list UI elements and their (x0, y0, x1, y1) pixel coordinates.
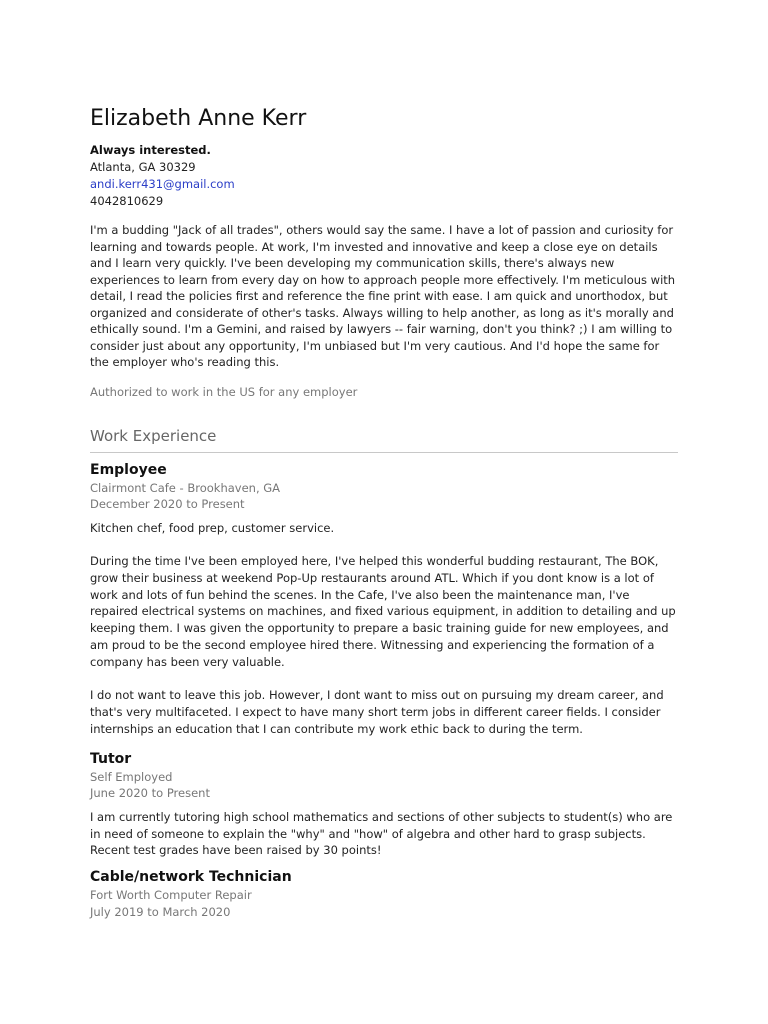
job-dates: December 2020 to Present (90, 497, 245, 511)
job-title: Tutor (90, 750, 132, 767)
job-description-paragraph: Kitchen chef, food prep, customer service. (90, 520, 335, 535)
summary-paragraph: I'm a budding "Jack of all trades", others would say the same. I have a lot of passion and curiosity for learning and towards people. At work, I'm invested and innovative and keep a close eye on details and I learn very quickly. I've been developing my communication skills, there's always new experiences to learn from every day on how to approach people more effectively. I'm meticulous with detail, I read the policies first and reference the fine print with ease. I am quick and unorthodox, but organized and considerate of other's tasks. Always willing to help another, as long as it's morally and ethically sound. I'm a Gemini, and raised by lawyers -- fair warning, don't you think? ;) I am willing to consider just about any opportunity, I'm unbiased but I'm very cautious. And I'd hope the same for the employer who's reading this. (90, 223, 676, 369)
candidate-name: Elizabeth Anne Kerr (90, 106, 307, 131)
job-dates: June 2020 to Present (90, 786, 210, 801)
job-title: Employee (90, 461, 167, 478)
resume-page (90, 104, 678, 920)
job-company: Clairmont Cafe - Brookhaven, GA (90, 480, 281, 495)
job-entry (90, 750, 678, 859)
headline: Always interested. (90, 143, 211, 157)
location: Atlanta, GA 30329 (90, 160, 196, 174)
job-description-paragraph: During the time I've been employed here, I've helped this wonderful budding restaurant, The BOK, grow their business at weekend Pop-Up restaurants around ATL. Which if you dont know is a lot of work and lots of fun behind the scenes. In the Cafe, I've also been the maintenance man, I've repaired electrical systems on machines, and fixed various equipment, in addition to detailing and up keeping them. I was given the opportunity to prepare a basic training guide for new employees, and am proud to be the second employee hired there. Witnessing and experiencing the formation of a company has been very valuable. (90, 554, 676, 669)
email-link[interactable]: andi.kerr431@gmail.com (90, 177, 235, 191)
job-description (90, 809, 678, 859)
job-entry (90, 868, 678, 920)
job-title: Cable/network Technician (90, 869, 292, 886)
job-company: Self Employed (90, 769, 173, 784)
job-company: Fort Worth Computer Repair (90, 888, 252, 903)
job-dates: July 2019 to March 2020 (90, 904, 231, 919)
job-description-paragraph: I am currently tutoring high school mathematics and sections of other subjects to student(s) who are in need of someone to explain the "why" and "how" of algebra and other hard to grasp subjects. Recent test grades have been raised by 30 points! (90, 809, 673, 858)
job-entry (90, 461, 678, 738)
phone-number: 4042810629 (90, 194, 164, 208)
work-authorization: Authorized to work in the US for any employer (90, 384, 358, 399)
job-description (90, 520, 678, 738)
section-title-work-experience: Work Experience (90, 426, 678, 453)
job-description-paragraph: I do not want to leave this job. However, I dont want to miss out on pursuing my dream career, and that's very multifaceted. I expect to have many short term jobs in different career fields. I consider internships an education that I can contribute my work ethic back to during the term. (90, 688, 664, 737)
